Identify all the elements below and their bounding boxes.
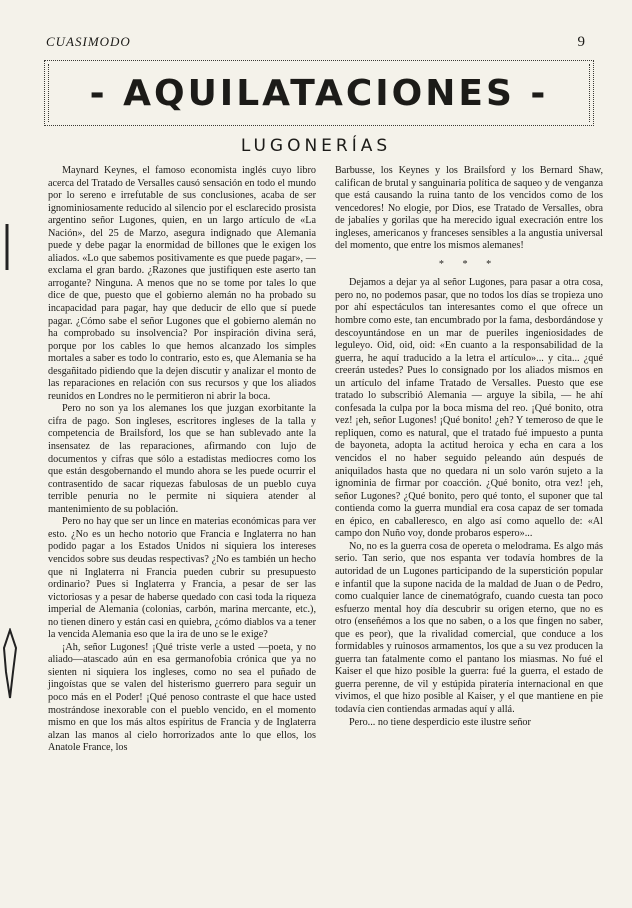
running-head <box>46 34 586 51</box>
paragraph: Pero... no tiene desperdicio este ilustre señor <box>349 716 531 728</box>
paragraph: ¡Ah, señor Lugones! ¡Qué triste verle a usted —poeta, y no aliado—atascado aún en esa germanofobia crónica que ya no sienten ni siquiera los ingleses, como no sea el puñado de jingoístas que se valen del histerismo guerrero para seguir un poco más en el Poder! ¡Qué penoso contraste el que hace usted mostrándose inexorable con el pueblo vencido, en el momento mismo en que los más altos espíritus de Francia y de Inglaterra alzan las manos al cielo horrorizados ante lo que ellos, los Anatole France, los <box>48 641 316 754</box>
section-separator: * * * <box>438 258 500 270</box>
article-subheadline: LUGONERÍAS <box>240 136 392 156</box>
paragraph: Barbusse, los Keynes y los Brailsford y los Bernard Shaw, califican de brutal y sanguinaria política de saqueo y de venganza que está causando la ruina tanto de los vencidos como de los vencedores! No elogie, por Dios, ese Tratado de Versalles, obra de jabalíes y gorilas que ha merecido igual execración entre los ingleses, americanos y franceses sensibles a la angustia universal del momento, que entre los mismos alemanes! <box>335 165 603 252</box>
right-column <box>335 165 603 729</box>
left-column <box>48 165 316 755</box>
article-headline: - AQUILATACIONES - <box>89 72 549 114</box>
running-title: CUASIMODO <box>46 34 131 49</box>
paragraph: Pero no son ya los alemanes los que juzgan exorbitante la cifra de pago. Son ingleses, escritores ingleses de la talla y competencia de Brailsford, los que se han sublevado ante la insensatez de las reparaciones, afirmando con lujo de documentos y cifras que sólo a estadistas mediocres como los que están desgobernando el mundo ahora se les puede ocurrir el contrasentido de sacar riquezas fabulosas de un pueblo cuya terrible penuria no le permite ni siquiera atender al mantenimiento de su población. <box>48 403 316 515</box>
paragraph: Dejamos a dejar ya al señor Lugones, para pasar a otra cosa, pero no, no podemos pasar, que no todos los días se tropieza uno por ahí espectáculos tan interesantes como el que ofrece un hombre como este, tan encumbrado por la fama, desbordándose y descoyuntándose en un mar de pueriles ingeniosidades de leguleyo. Oid, oid, oid: «En cuanto a la responsabilidad de la guerra, he aquí traducido a la letra el artículo»... y cita... ¿qué creerán ustedes? Pues lo consignado por los aliados mismos en un artículo del infame Tratado de Versalles. Puesto que ese tratado lo subscribió Alemania — arguye la sibila, — he ahí confesada la culpa por la boca misma del reo. ¡Qué bonito, otra vez! ¡eh, señor Lugones! ¡Qué bonito! ¿eh? Y temeroso de que le repliquen, como es natural, que el tratado fué impuesto a punta de bayoneta, adopta la actitud heroica y echa en cara a los vencidos el no haber seguido peleando aún después de aniquilados hasta que no quedara ni un solo varón sujeto a la ignominia de firmar por coacción. ¿Qué bonito, otra vez! ¡eh, señor Lugones? ¿Qué bonito, pero qué tonto, el suponer que tal contienda como la guerra mundial era cosa capaz de ser tomada en épico, en caballeresco, en algo así como aquello de: «Al campo don Nuño voy, donde probaros espero»... <box>335 277 603 540</box>
margin-mark-bottom <box>1 628 19 700</box>
page-number: 9 <box>577 34 586 50</box>
headline-box <box>44 60 594 126</box>
margin-mark-top <box>2 222 12 272</box>
paragraph: No, no es la guerra cosa de opereta o melodrama. Es algo más serio. Tan serio, que nos espanta ver todavía hombres de la autoridad de un Lugones participando de la superstición popular e infantil que la supone nacida de la maldad de Juan o de Pedro, como cualquier lance de cinematógrafo, cuando cuesta tan poco esfuerzo mental hoy día descubrir su origen eterno, que no es otro (enseñémos a los que no saben, o a los que fingen no saber, que es peor), que la rivalidad comercial, que conduce a los formidables y ruinosos armamentos, los que a su vez producen la guerra tan fatalmente como el pantano los miasmas. No fué el Kaiser el que hizo posible la guerra: fué la guerra, el estado de guerra perenne, de vil y estúpida piratería internacional en que vivimos, el que hizo posible al Kaiser, y el que mantiene en pie todavía cien contiendas armadas aquí y allá. <box>335 540 603 715</box>
paragraph: Maynard Keynes, el famoso economista inglés cuyo libro acerca del Tratado de Versalles causó sensación en todo el mundo por lo sereno e irrefutable de sus conclusiones, acaba de ser ignominiosamente reducido al silencio por el esclarecido prosista argentino señor Lugones, quien, en un largo artículo de «La Nación», del 25 de Marzo, asegura indignado que Alemania puede y debe pagar la enormidad de billones que le exigen los aliados. «Lo que sabemos positivamente es que puede pagar», —exclama el gran bardo. ¿Razones que justifiquen este aserto tan arrogante? Ninguna. A menos que no se tome por tales lo que dice de que, puesto que el gobierno alemán no ha probado su incapacidad para pagar, hay que deducir de ello que sí puede pagar. ¿Cómo sabe el señor Lugones que el gobierno alemán no ha comprobado su insolvencia? Por inspiración divina será, porque por los cables lo que hemos alcanzado los simples mortales a saber es todo lo contrario, esto es, que Alemania se ha desgañitado pidiendo que la dejen discutir y analizar el monto de las reparaciones en relación con sus recursos y que los aliados reunidos en Londres no le permitieron ni abrir la boca. <box>48 165 316 402</box>
paragraph: Pero no hay que ser un lince en materias económicas para ver esto. ¿No es un hecho notorio que Francia e Inglaterra no han podido pagar a los Estados Unidos ni siquiera los intereses vencidos sobre sus deudas respectivas? ¿No es también un hecho que ni Inglaterra ni Francia pueden cubrir su presupuesto ordinario? Pues si Inglaterra y Francia, a pesar de ser las victoriosas y a pesar de haberse quedado con casi toda la riqueza imperial de Alemania (colonias, carbón, marina mercante, etc.), no tienen dinero y están casi en quiebra, ¿cómo diablos va a tener la vencida Alemania eso que la ira de uno se le exige? <box>48 516 316 641</box>
